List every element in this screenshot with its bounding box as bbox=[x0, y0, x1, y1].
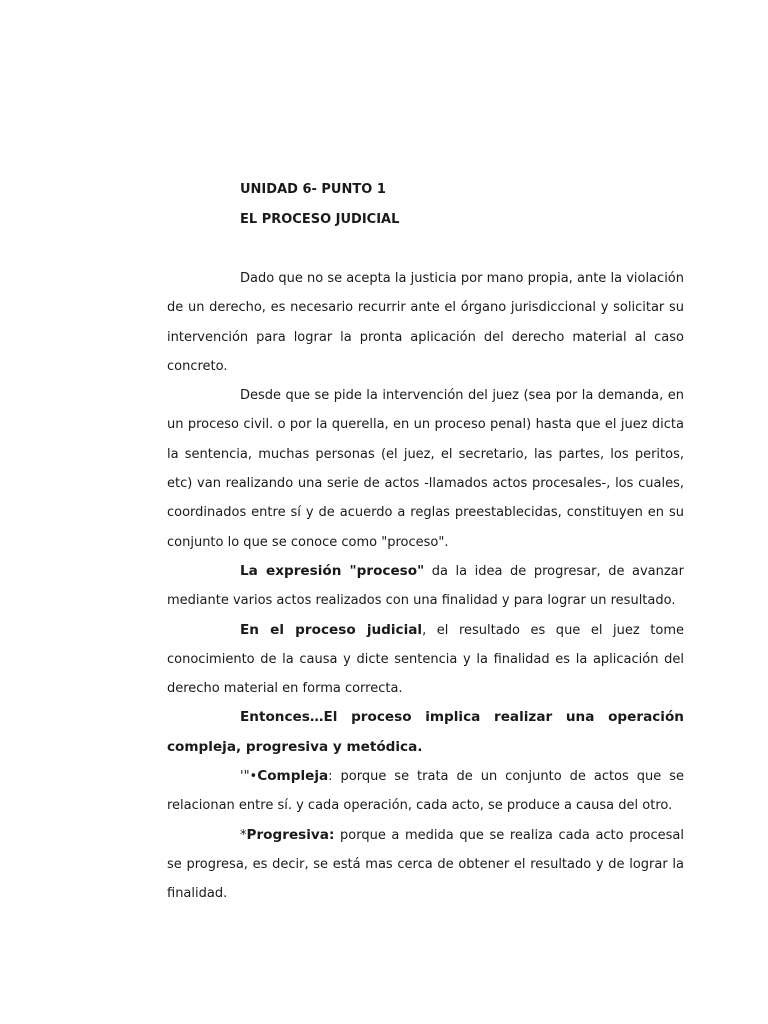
paragraph-lead: En el proceso judicial bbox=[240, 621, 423, 638]
paragraph-6 bbox=[167, 762, 684, 821]
paragraph-2 bbox=[167, 381, 684, 557]
paragraph-text: da la idea de progresar, de avanzar mediante varios actos realizados con una finalidad y para lograr un resultado. bbox=[167, 563, 684, 609]
document-title: UNIDAD 6- PUNTO 1 bbox=[240, 182, 386, 197]
bullet-prefix: '"• bbox=[240, 769, 258, 785]
paragraph-text: , el resultado es que el juez tome conocimiento de la causa y dicte sentencia y la finalidad es la aplicación del derecho material en forma correcta. bbox=[167, 622, 684, 697]
paragraph-text: : porque se trata de un conjunto de actos que se relacionan entre sí. y cada operación, cada acto, se produce a causa del otro. bbox=[167, 769, 684, 814]
document-body bbox=[167, 264, 684, 909]
paragraph-text: porque a medida que se realiza cada acto procesal se progresa, es decir, se está mas cerca de obtener el resultado y de lograr la finalidad. bbox=[167, 827, 684, 902]
paragraph-lead: La expresión "proceso" bbox=[240, 562, 425, 579]
paragraph-text: Desde que se pide la intervención del juez (sea por la demanda, en un proceso civil. o por la querella, en un proceso penal) hasta que el juez dicta la sentencia, muchas personas (el juez, el secretario, las partes, los peritos, etc) van realizando una serie de actos -llamados actos procesales-, los cuales, coordinados entre sí y de acuerdo a reglas preestablecidas, constituyen en su conjunto lo que se conoce como "proceso". bbox=[167, 388, 684, 550]
paragraph-lead: Entonces…El proceso implica realizar una operación compleja, progresiva y metódica. bbox=[167, 709, 684, 755]
paragraph-4 bbox=[167, 616, 684, 704]
paragraph-lead: Compleja bbox=[257, 768, 329, 785]
paragraph-3 bbox=[167, 557, 684, 616]
bullet-prefix: * bbox=[240, 827, 247, 843]
paragraph-7 bbox=[167, 821, 684, 909]
paragraph-1 bbox=[167, 264, 684, 381]
paragraph-text: Dado que no se acepta la justicia por mano propia, ante la violación de un derecho, es necesario recurrir ante el órgano jurisdiccional y solicitar su intervención para lograr la pronta aplicación del derecho material al caso concreto. bbox=[167, 271, 684, 374]
paragraph-5 bbox=[167, 703, 684, 762]
document-subtitle: EL PROCESO JUDICIAL bbox=[240, 212, 400, 227]
paragraph-lead: Progresiva: bbox=[246, 826, 335, 843]
